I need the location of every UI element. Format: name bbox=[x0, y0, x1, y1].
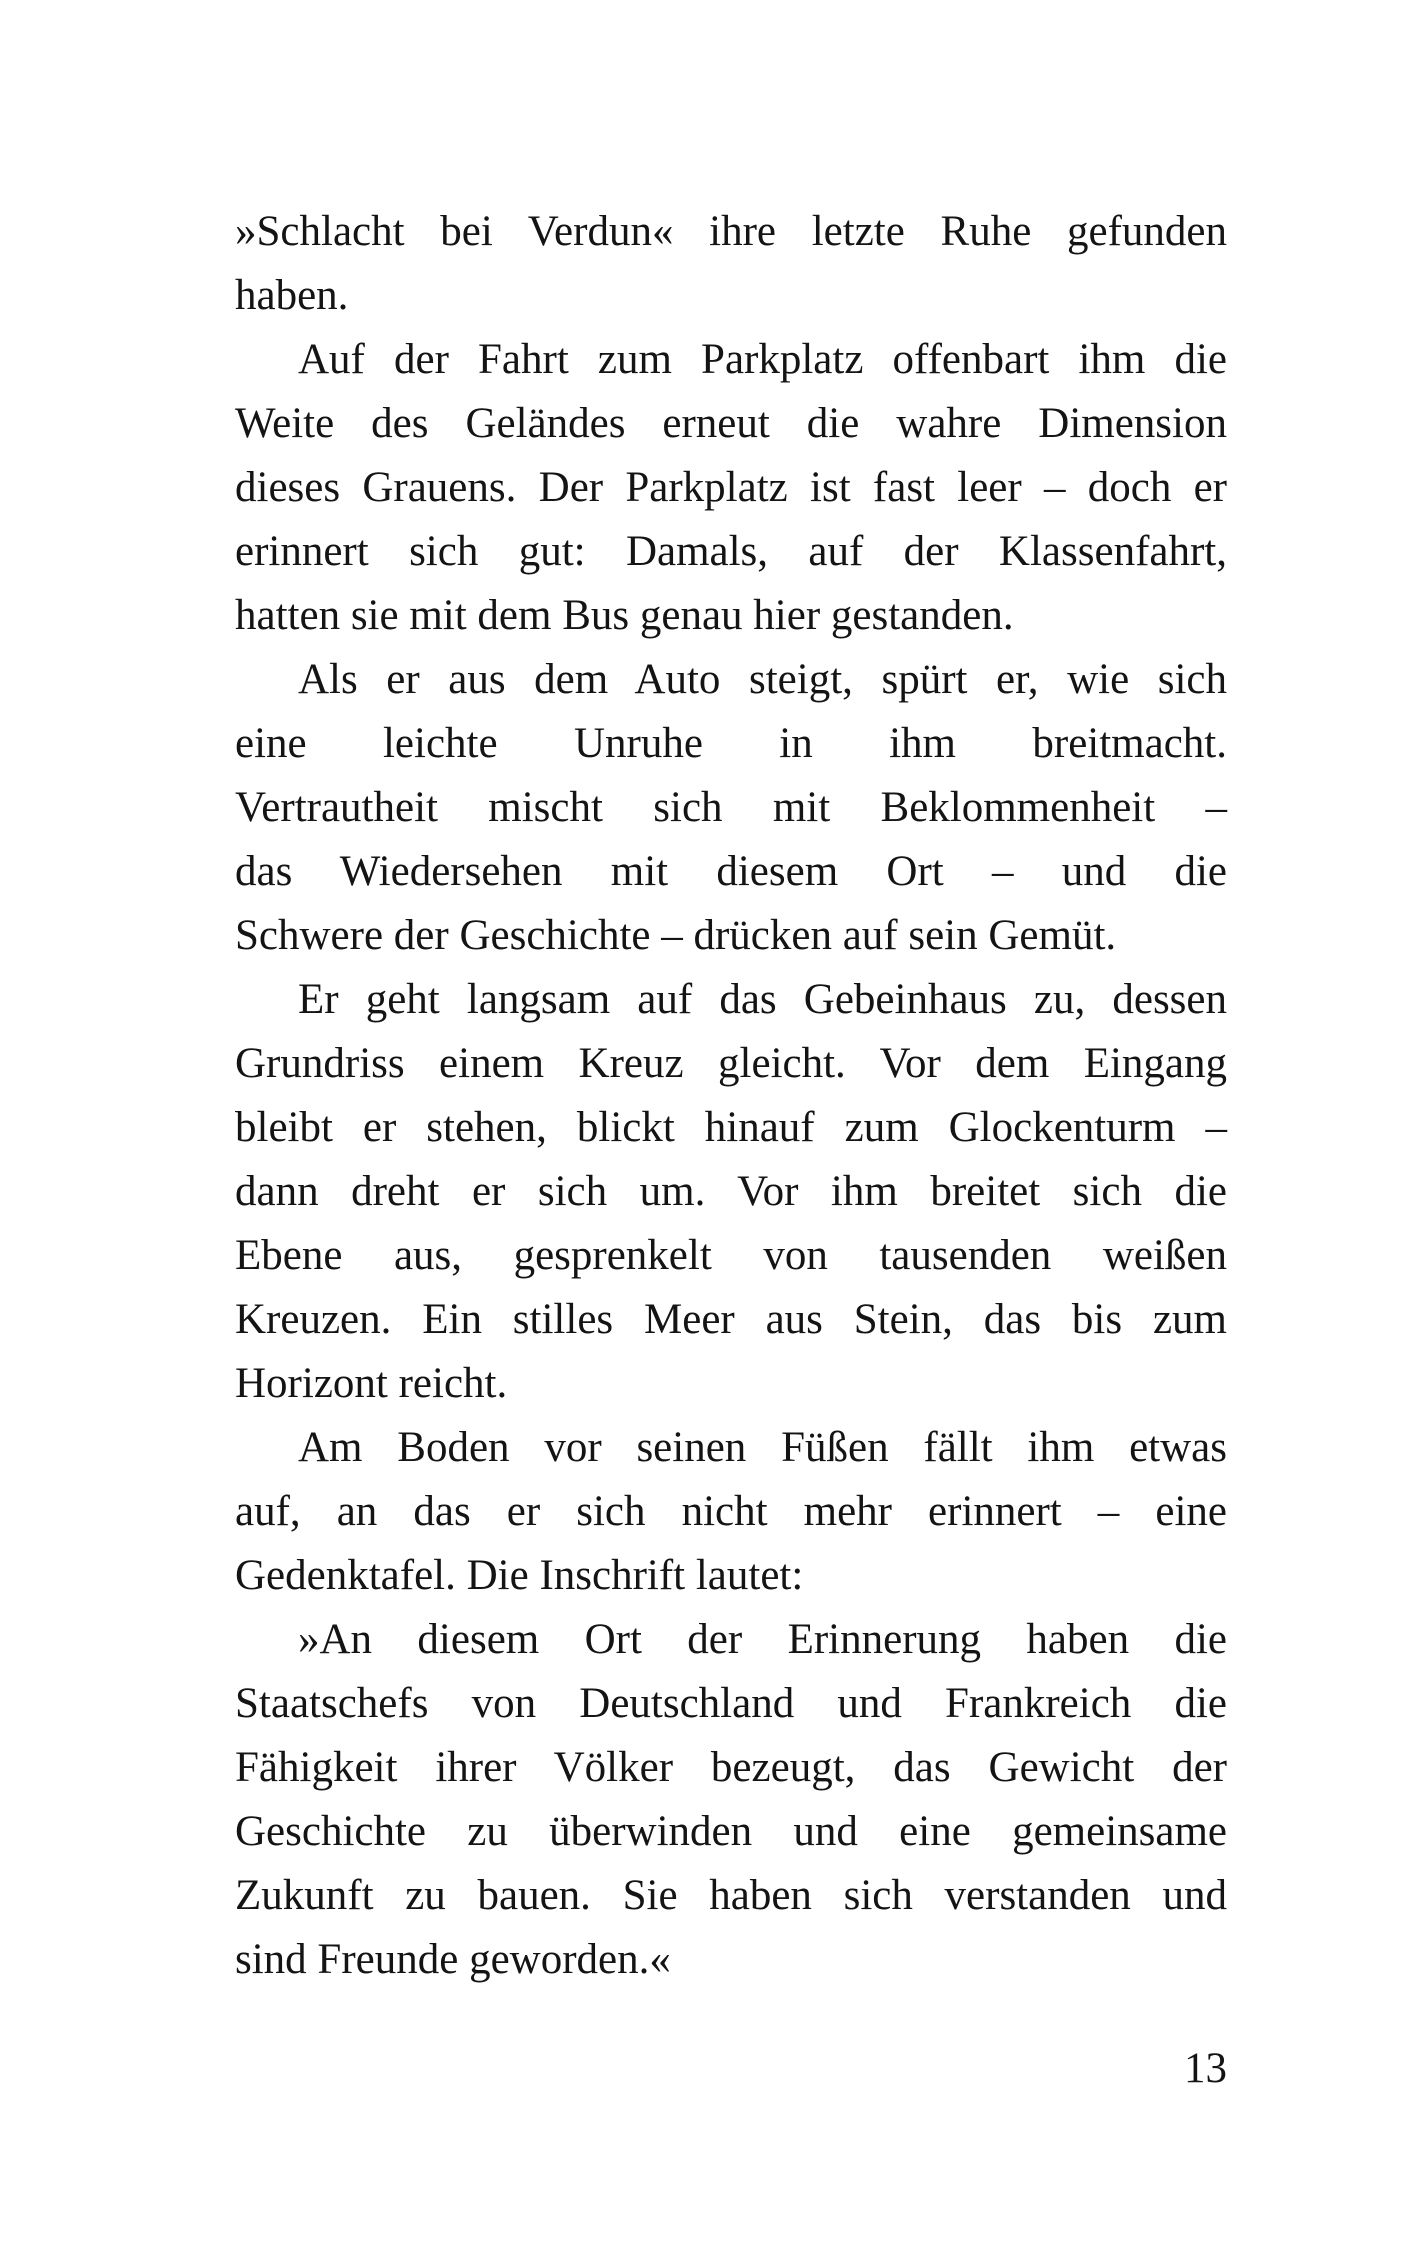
text-line: Als er aus dem Auto steigt, spürt er, wie sich bbox=[298, 656, 1227, 703]
paragraph bbox=[235, 328, 1227, 648]
text-line: »An diesem Ort der Erinnerung haben die bbox=[298, 1616, 1227, 1663]
text-line: erinnert sich gut: Damals, auf der Klassenfahrt, bbox=[235, 528, 1227, 575]
text-line: haben. bbox=[235, 272, 349, 319]
text-line: bleibt er stehen, blickt hinauf zum Glockenturm – bbox=[235, 1104, 1227, 1151]
text-line: auf, an das er sich nicht mehr erinnert – eine bbox=[235, 1488, 1227, 1535]
text-line: Schwere der Geschichte – drücken auf sein Gemüt. bbox=[235, 912, 1117, 959]
text-line: Er geht langsam auf das Gebeinhaus zu, dessen bbox=[298, 976, 1227, 1023]
text-line: das Wiedersehen mit diesem Ort – und die bbox=[235, 848, 1227, 895]
page-number: 13 bbox=[1184, 2045, 1227, 2092]
text-line: Weite des Geländes erneut die wahre Dimension bbox=[235, 400, 1227, 447]
text-line: Grundriss einem Kreuz gleicht. Vor dem Eingang bbox=[235, 1040, 1227, 1087]
text-line: Auf der Fahrt zum Parkplatz offenbart ihm die bbox=[298, 336, 1227, 383]
text-line: dieses Grauens. Der Parkplatz ist fast leer – doch er bbox=[235, 464, 1227, 511]
text-line: Fähigkeit ihrer Völker bezeugt, das Gewicht der bbox=[235, 1744, 1227, 1791]
text-line: »Schlacht bei Verdun« ihre letzte Ruhe gefunden bbox=[235, 208, 1227, 255]
text-line: Ebene aus, gesprenkelt von tausenden weißen bbox=[235, 1232, 1227, 1279]
text-line: hatten sie mit dem Bus genau hier gestanden. bbox=[235, 592, 1014, 639]
text-line: Staatschefs von Deutschland und Frankreich die bbox=[235, 1680, 1227, 1727]
text-line: Horizont reicht. bbox=[235, 1360, 508, 1407]
paragraph bbox=[235, 200, 1227, 328]
text-line: sind Freunde geworden.« bbox=[235, 1936, 671, 1983]
paragraph bbox=[235, 1608, 1227, 1992]
text-line: Geschichte zu überwinden und eine gemeinsame bbox=[235, 1808, 1227, 1855]
paragraph bbox=[235, 1416, 1227, 1608]
body-text bbox=[235, 200, 1227, 1992]
paragraph bbox=[235, 968, 1227, 1416]
text-line: Kreuzen. Ein stilles Meer aus Stein, das bis zum bbox=[235, 1296, 1227, 1343]
text-line: eine leichte Unruhe in ihm breitmacht. bbox=[235, 720, 1227, 767]
paragraph bbox=[235, 648, 1227, 968]
text-line: Vertrautheit mischt sich mit Beklommenheit – bbox=[235, 784, 1227, 831]
text-line: Gedenktafel. Die Inschrift lautet: bbox=[235, 1552, 804, 1599]
text-line: Zukunft zu bauen. Sie haben sich verstanden und bbox=[235, 1872, 1227, 1919]
text-line: dann dreht er sich um. Vor ihm breitet sich die bbox=[235, 1168, 1227, 1215]
text-line: Am Boden vor seinen Füßen fällt ihm etwas bbox=[298, 1424, 1227, 1471]
